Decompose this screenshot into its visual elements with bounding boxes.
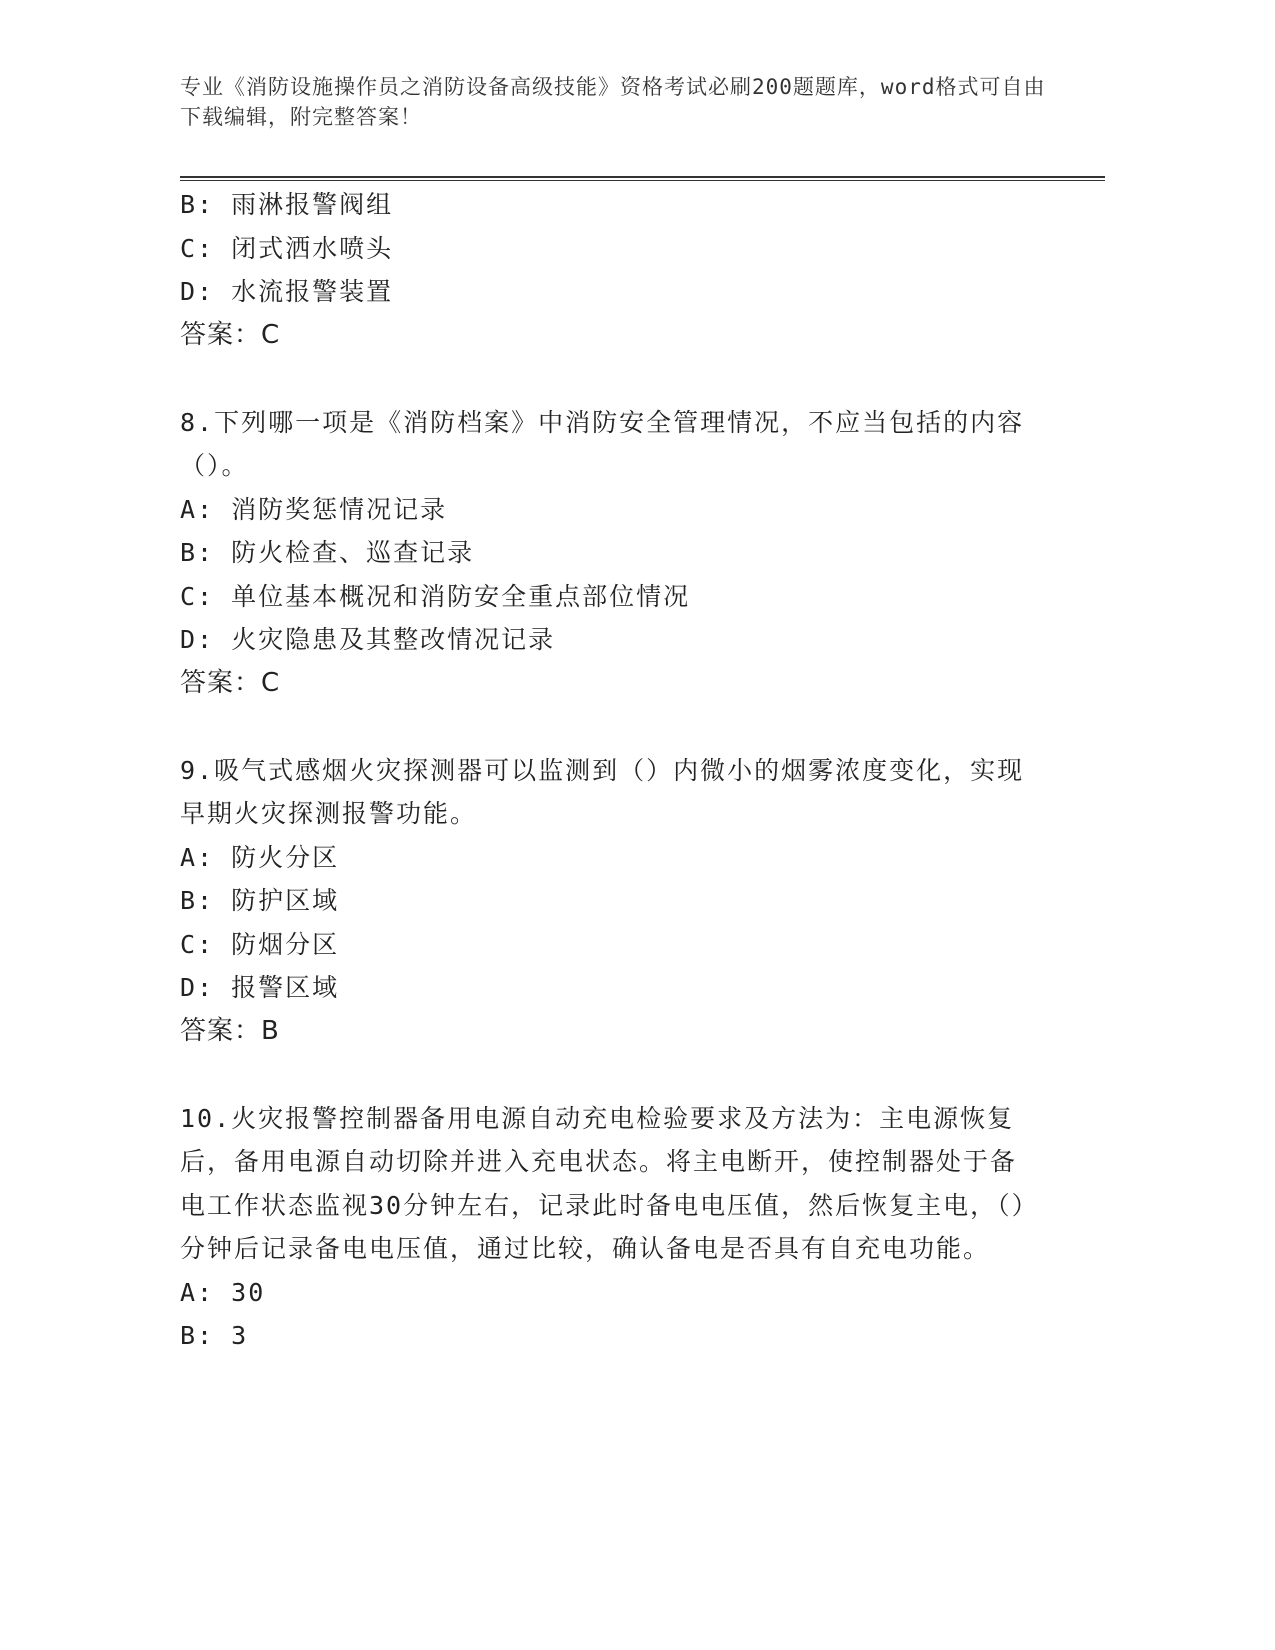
spacer [180,357,1030,401]
question-stem: 10.火灾报警控制器备用电源自动充电检验要求及方法为：主电源恢复后，备用电源自动切除并进入充电状态。将主电断开，使控制器处于备电工作状态监视30分钟左右，记录此时备电电压值，然后恢复主电，（）分钟后记录备电电压值，通过比较，确认备电是否具有自充电功能。 [180,1103,1027,1263]
option-b: B: 防火检查、巡查记录 [180,538,475,567]
question-content [180,183,1030,1358]
option-c: C: 单位基本概况和消防安全重点部位情况 [180,581,691,611]
answer: 答案：C [180,667,281,698]
question-9 [180,749,1030,1054]
question-10 [180,1097,1030,1358]
question-7 [180,183,1030,357]
option-a: A: 30 [180,1277,266,1307]
document-header: 专业《消防设施操作员之消防设备高级技能》资格考试必刷200题题库，word格式可自由下载编辑，附完整答案！ [180,75,1046,129]
question-stem: 8.下列哪一项是《消防档案》中消防安全管理情况，不应当包括的内容（）。 [180,407,1025,480]
question-8 [180,401,1030,706]
option-d: D: 水流报警装置 [180,277,394,306]
question-stem: 9.吸气式感烟火灾探测器可以监测到（）内微小的烟雾浓度变化，实现早期火灾探测报警功能。 [180,755,1025,828]
option-a: A: 防火分区 [180,842,340,872]
option-b: B: 3 [180,1321,249,1350]
header-divider [180,176,1105,181]
option-d: D: 火灾隐患及其整改情况记录 [180,625,556,654]
option-b: B: 雨淋报警阀组 [180,190,394,219]
option-c: C: 闭式洒水喷头 [180,233,394,263]
option-b: B: 防护区域 [180,886,340,915]
spacer [180,705,1030,749]
option-d: D: 报警区域 [180,973,340,1002]
option-c: C: 防烟分区 [180,929,340,959]
option-a: A: 消防奖惩情况记录 [180,494,448,524]
answer: 答案：C [180,319,281,350]
answer: 答案：B [180,1015,280,1046]
spacer [180,1053,1030,1097]
